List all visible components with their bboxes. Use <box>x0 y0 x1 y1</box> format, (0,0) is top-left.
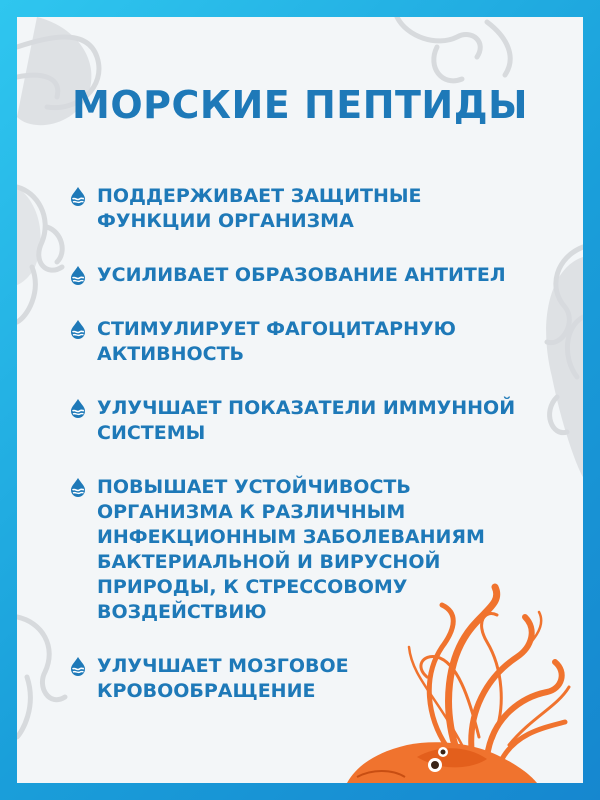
list-item-text: ПОДДЕРЖИВАЕТ ЗАЩИТНЫЕ ФУНКЦИИ ОРГАНИЗМА <box>97 185 422 232</box>
squid-illustration <box>17 17 583 783</box>
poster-title: МОРСКИЕ ПЕПТИДЫ <box>72 83 528 127</box>
list-item-text: УСИЛИВАЕТ ОБРАЗОВАНИЕ АНТИТЕЛ <box>97 264 506 286</box>
list-item-text: ПОВЫШАЕТ УСТОЙЧИВОСТЬ ОРГАНИЗМА К РАЗЛИЧНЫМ ИНФЕКЦИОННЫМ ЗАБОЛЕВАНИЯМ БАКТЕРИАЛЬНОЙ И ВИРУСНОЙ ПРИРОДЫ, К СТРЕССОВОМУ ВОЗДЕЙСТВИЮ <box>97 476 485 623</box>
poster-card <box>17 17 583 783</box>
list-item-text: СТИМУЛИРУЕТ ФАГОЦИТАРНУЮ АКТИВНОСТЬ <box>97 318 456 365</box>
list-item-text: УЛУЧШАЕТ ПОКАЗАТЕЛИ ИММУННОЙ СИСТЕМЫ <box>97 397 516 444</box>
list-item-text: УЛУЧШАЕТ МОЗГОВОЕ КРОВООБРАЩЕНИЕ <box>97 655 349 702</box>
